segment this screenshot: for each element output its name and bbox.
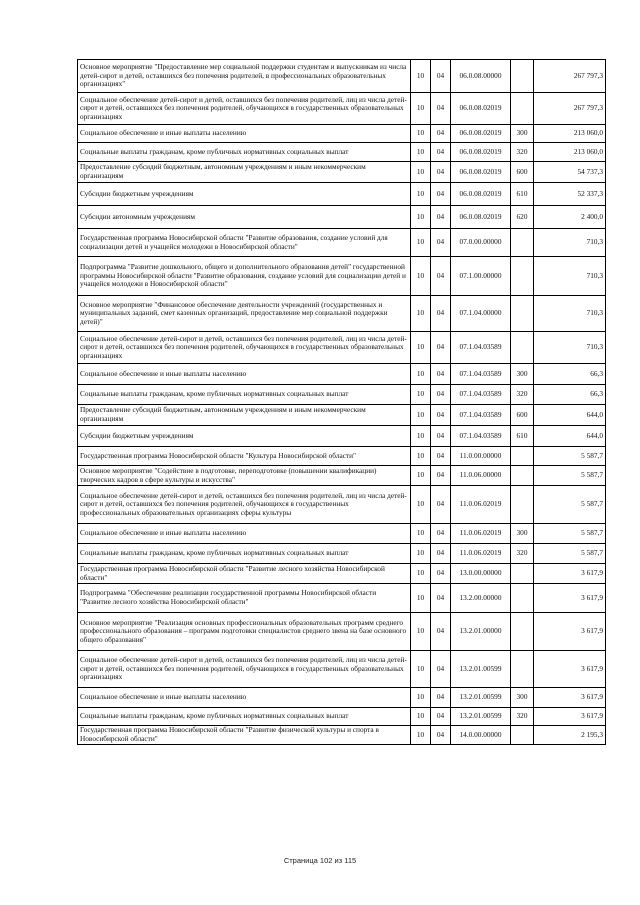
row-expense-type (511, 332, 534, 364)
row-amount: 710,3 (534, 229, 606, 257)
row-amount: 3 617,9 (534, 708, 606, 726)
row-target-article: 06.0.08.02019 (451, 93, 511, 125)
row-target-article: 07.0.00.00000 (451, 229, 511, 257)
budget-table (77, 59, 606, 745)
row-section-code: 10 (411, 726, 431, 745)
table-row (78, 447, 606, 466)
row-amount: 3 617,9 (534, 613, 606, 651)
row-section-code: 10 (411, 466, 431, 486)
row-amount: 2 195,3 (534, 726, 606, 745)
row-name-cell: Основное мероприятие "Финансовое обеспечение деятельности учреждений (государственных и муниципальных заданий, смет казенных организаций, предоставление мер социальной поддержки детей)" (78, 296, 411, 332)
table-row (78, 229, 606, 257)
row-expense-type: 320 (511, 385, 534, 405)
row-expense-type: 320 (511, 708, 534, 726)
row-amount: 3 617,9 (534, 651, 606, 688)
row-amount: 5 587,7 (534, 544, 606, 564)
row-expense-type (511, 486, 534, 524)
row-target-article: 13.2.00.00000 (451, 584, 511, 613)
table-row (78, 405, 606, 426)
table-row (78, 564, 606, 584)
row-section-code: 10 (411, 584, 431, 613)
row-expense-type: 600 (511, 405, 534, 426)
row-subsection-code: 04 (431, 486, 451, 524)
row-amount: 5 587,7 (534, 447, 606, 466)
row-section-code: 10 (411, 447, 431, 466)
row-subsection-code: 04 (431, 332, 451, 364)
row-amount: 3 617,9 (534, 688, 606, 708)
row-subsection-code: 04 (431, 206, 451, 229)
table-row (78, 726, 606, 745)
budget-table-body (78, 60, 606, 745)
row-section-code: 10 (411, 405, 431, 426)
row-target-article: 06.0.08.00000 (451, 60, 511, 93)
row-subsection-code: 04 (431, 524, 451, 544)
row-name-cell: Социальное обеспечение и иные выплаты населению (78, 524, 411, 544)
row-subsection-code: 04 (431, 257, 451, 296)
row-section-code: 10 (411, 486, 431, 524)
row-section-code: 10 (411, 183, 431, 206)
row-name-cell: Социальные выплаты гражданам, кроме публичных нормативных социальных выплат (78, 143, 411, 162)
row-amount: 54 737,3 (534, 162, 606, 183)
row-section-code: 10 (411, 651, 431, 688)
row-target-article: 11.0.06.02019 (451, 486, 511, 524)
row-target-article: 06.0.08.02019 (451, 125, 511, 143)
table-row (78, 206, 606, 229)
row-subsection-code: 04 (431, 385, 451, 405)
table-row (78, 257, 606, 296)
row-target-article: 14.0.00.00000 (451, 726, 511, 745)
row-target-article: 11.0.06.00000 (451, 466, 511, 486)
row-subsection-code: 04 (431, 60, 451, 93)
row-subsection-code: 04 (431, 584, 451, 613)
page-number: Страница 102 из 115 (283, 856, 357, 865)
row-name-cell: Социальные выплаты гражданам, кроме публичных нормативных социальных выплат (78, 385, 411, 405)
row-subsection-code: 04 (431, 651, 451, 688)
table-row (78, 162, 606, 183)
row-expense-type: 610 (511, 426, 534, 447)
row-subsection-code: 04 (431, 93, 451, 125)
row-amount: 710,3 (534, 296, 606, 332)
row-name-cell: Предоставление субсидий бюджетным, автономным учреждениям и иным некоммерческим организациям (78, 162, 411, 183)
row-name-cell: Социальные выплаты гражданам, кроме публичных нормативных социальных выплат (78, 708, 411, 726)
row-section-code: 10 (411, 708, 431, 726)
row-subsection-code: 04 (431, 162, 451, 183)
row-target-article: 06.0.08.02019 (451, 162, 511, 183)
row-subsection-code: 04 (431, 726, 451, 745)
row-expense-type (511, 296, 534, 332)
row-amount: 710,3 (534, 257, 606, 296)
row-name-cell: Государственная программа Новосибирской области "Культура Новосибирской области" (78, 447, 411, 466)
row-target-article: 11.0.06.02019 (451, 524, 511, 544)
row-subsection-code: 04 (431, 183, 451, 206)
row-name-cell: Подпрограмма "Обеспечение реализации государственной программы Новосибирской области "Развитие лесного хозяйства Новосибирской области" (78, 584, 411, 613)
table-row (78, 708, 606, 726)
row-section-code: 10 (411, 206, 431, 229)
row-section-code: 10 (411, 385, 431, 405)
row-subsection-code: 04 (431, 296, 451, 332)
row-name-cell: Основное мероприятие "Содействие в подготовке, переподготовке (повышении квалификации) творческих кадров в сфере культуры и искусства" (78, 466, 411, 486)
row-name-cell: Социальное обеспечение и иные выплаты населению (78, 125, 411, 143)
row-subsection-code: 04 (431, 466, 451, 486)
row-target-article: 11.0.00.00000 (451, 447, 511, 466)
row-subsection-code: 04 (431, 613, 451, 651)
row-subsection-code: 04 (431, 426, 451, 447)
row-amount: 213 060,0 (534, 125, 606, 143)
table-row (78, 584, 606, 613)
row-amount: 3 617,9 (534, 564, 606, 584)
row-amount: 66,3 (534, 364, 606, 385)
table-row (78, 143, 606, 162)
row-target-article: 07.1.04.03589 (451, 426, 511, 447)
row-name-cell: Субсидии бюджетным учреждениям (78, 426, 411, 447)
row-expense-type: 300 (511, 688, 534, 708)
row-name-cell: Субсидии бюджетным учреждениям (78, 183, 411, 206)
row-target-article: 07.1.00.00000 (451, 257, 511, 296)
row-section-code: 10 (411, 143, 431, 162)
row-name-cell: Государственная программа Новосибирской области "Развитие лесного хозяйства Новосибирской области" (78, 564, 411, 584)
table-row (78, 466, 606, 486)
table-row (78, 125, 606, 143)
row-target-article: 07.1.04.03589 (451, 405, 511, 426)
table-row (78, 183, 606, 206)
row-amount: 52 337,3 (534, 183, 606, 206)
row-name-cell: Социальное обеспечение и иные выплаты населению (78, 364, 411, 385)
row-name-cell: Подпрограмма "Развитие дошкольного, общего и дополнительного образования детей" государственной программы Новосибирской области "Развитие образования, создание условий для социализации детей и учащейся молодежи в Новосибирской области" (78, 257, 411, 296)
table-row (78, 426, 606, 447)
row-section-code: 10 (411, 688, 431, 708)
row-expense-type (511, 93, 534, 125)
row-expense-type: 300 (511, 364, 534, 385)
table-row (78, 296, 606, 332)
row-section-code: 10 (411, 564, 431, 584)
row-section-code: 10 (411, 613, 431, 651)
row-expense-type: 600 (511, 162, 534, 183)
row-section-code: 10 (411, 93, 431, 125)
row-name-cell: Социальные выплаты гражданам, кроме публичных нормативных социальных выплат (78, 544, 411, 564)
row-subsection-code: 04 (431, 143, 451, 162)
row-expense-type: 320 (511, 544, 534, 564)
row-name-cell: Социальное обеспечение детей-сирот и детей, оставшихся без попечения родителей, лиц из числа детей-сирот и детей, оставшихся без попечения родителей, обучающихся в государственных профессиональных образовательных организациях сферы культуры (78, 486, 411, 524)
row-target-article: 13.2.01.00599 (451, 651, 511, 688)
row-amount: 267 797,3 (534, 60, 606, 93)
row-amount: 644,0 (534, 426, 606, 447)
row-expense-type (511, 726, 534, 745)
row-target-article: 13.2.01.00599 (451, 688, 511, 708)
row-expense-type (511, 257, 534, 296)
row-target-article: 13.0.00.00000 (451, 564, 511, 584)
table-row (78, 60, 606, 93)
table-row (78, 688, 606, 708)
row-name-cell: Государственная программа Новосибирской области "Развитие образования, создание условий для социализации детей и учащейся молодежи в Новосибирской области" (78, 229, 411, 257)
row-section-code: 10 (411, 162, 431, 183)
row-expense-type: 620 (511, 206, 534, 229)
row-expense-type (511, 584, 534, 613)
row-section-code: 10 (411, 296, 431, 332)
row-expense-type (511, 651, 534, 688)
row-target-article: 07.1.04.03589 (451, 364, 511, 385)
row-amount: 5 587,7 (534, 466, 606, 486)
row-section-code: 10 (411, 332, 431, 364)
table-row (78, 364, 606, 385)
table-row (78, 613, 606, 651)
row-expense-type: 320 (511, 143, 534, 162)
row-subsection-code: 04 (431, 125, 451, 143)
row-name-cell: Социальное обеспечение детей-сирот и детей, оставшихся без попечения родителей, лиц из числа детей-сирот и детей, оставшихся без попечения родителей, обучающихся в государственных образовательных организациях (78, 651, 411, 688)
row-name-cell: Государственная программа Новосибирской области "Развитие физической культуры и спорта в Новосибирской области" (78, 726, 411, 745)
row-section-code: 10 (411, 257, 431, 296)
row-amount: 213 060,0 (534, 143, 606, 162)
row-amount: 66,3 (534, 385, 606, 405)
row-expense-type (511, 613, 534, 651)
row-subsection-code: 04 (431, 564, 451, 584)
row-expense-type: 610 (511, 183, 534, 206)
row-target-article: 06.0.08.02019 (451, 206, 511, 229)
row-expense-type: 300 (511, 524, 534, 544)
row-target-article: 07.1.04.00000 (451, 296, 511, 332)
row-name-cell: Предоставление субсидий бюджетным, автономным учреждениям и иным некоммерческим организациям (78, 405, 411, 426)
row-expense-type (511, 60, 534, 93)
row-name-cell: Субсидии автономным учреждениям (78, 206, 411, 229)
row-subsection-code: 04 (431, 544, 451, 564)
row-amount: 5 587,7 (534, 486, 606, 524)
table-row (78, 651, 606, 688)
row-section-code: 10 (411, 364, 431, 385)
row-amount: 2 400,0 (534, 206, 606, 229)
row-target-article: 07.1.04.03589 (451, 385, 511, 405)
row-target-article: 13.2.01.00599 (451, 708, 511, 726)
table-row (78, 544, 606, 564)
row-target-article: 06.0.08.02019 (451, 143, 511, 162)
row-subsection-code: 04 (431, 708, 451, 726)
row-expense-type (511, 466, 534, 486)
row-section-code: 10 (411, 229, 431, 257)
row-expense-type (511, 229, 534, 257)
row-amount: 3 617,9 (534, 584, 606, 613)
table-row (78, 332, 606, 364)
row-target-article: 13.2.01.00000 (451, 613, 511, 651)
row-subsection-code: 04 (431, 405, 451, 426)
row-expense-type: 300 (511, 125, 534, 143)
row-section-code: 10 (411, 426, 431, 447)
row-target-article: 07.1.04.03589 (451, 332, 511, 364)
row-section-code: 10 (411, 125, 431, 143)
row-subsection-code: 04 (431, 688, 451, 708)
row-name-cell: Основное мероприятие "Предоставление мер социальной поддержки студентам и выпускникам из числа детей-сирот и детей, оставшихся без попечения родителей, в профессиональных образовательных организациях" (78, 60, 411, 93)
row-name-cell: Социальное обеспечение и иные выплаты населению (78, 688, 411, 708)
row-target-article: 06.0.08.02019 (451, 183, 511, 206)
row-name-cell: Основное мероприятие "Реализация основных профессиональных образовательных программ среднего профессионального образования – программ подготовки специалистов среднего звена на базе основного общего образования" (78, 613, 411, 651)
row-amount: 644,0 (534, 405, 606, 426)
row-expense-type (511, 447, 534, 466)
table-row (78, 93, 606, 125)
table-row (78, 486, 606, 524)
row-name-cell: Социальное обеспечение детей-сирот и детей, оставшихся без попечения родителей, лиц из числа детей-сирот и детей, оставшихся без попечения родителей, обучающихся в государственных образовательных организациях (78, 93, 411, 125)
row-name-cell: Социальное обеспечение детей-сирот и детей, оставшихся без попечения родителей, лиц из числа детей-сирот и детей, оставшихся без попечения родителей, обучающихся в государственных образовательных организациях (78, 332, 411, 364)
row-target-article: 11.0.06.02019 (451, 544, 511, 564)
row-section-code: 10 (411, 60, 431, 93)
row-subsection-code: 04 (431, 447, 451, 466)
row-expense-type (511, 564, 534, 584)
row-amount: 710,3 (534, 332, 606, 364)
table-row (78, 385, 606, 405)
table-row (78, 524, 606, 544)
row-amount: 267 797,3 (534, 93, 606, 125)
row-subsection-code: 04 (431, 229, 451, 257)
row-subsection-code: 04 (431, 364, 451, 385)
row-section-code: 10 (411, 544, 431, 564)
row-amount: 5 587,7 (534, 524, 606, 544)
row-section-code: 10 (411, 524, 431, 544)
